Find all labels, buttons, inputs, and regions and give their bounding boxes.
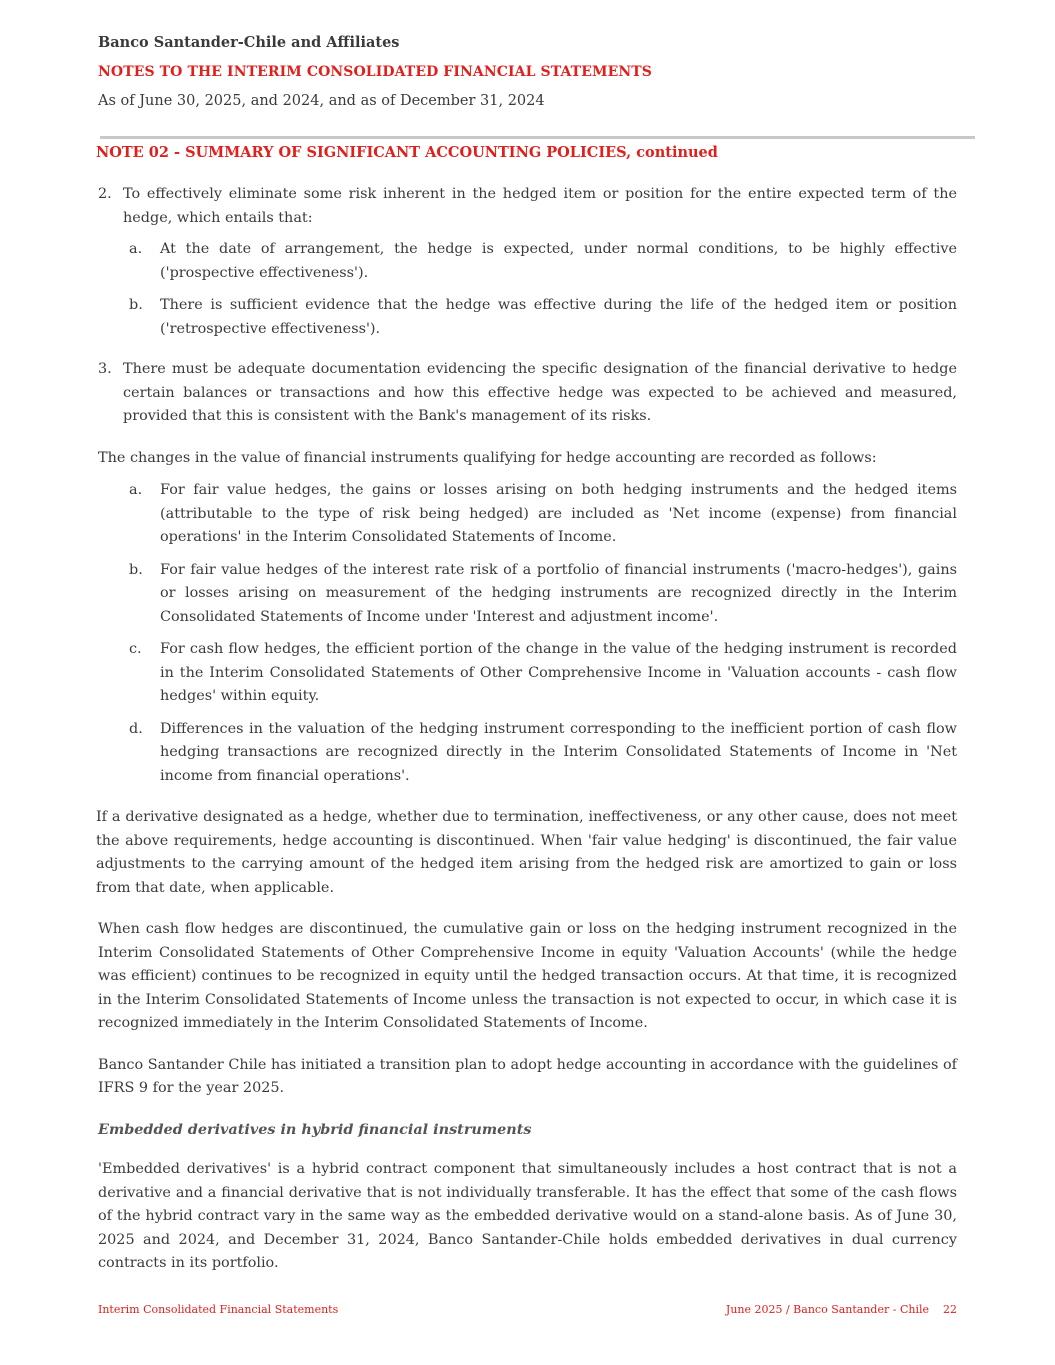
footer-right (726, 1303, 957, 1316)
paragraph-embedded: 'Embedded derivatives' is a hybrid contract component that simultaneously includes a host contract that is not a derivative and a financial derivative that is not individually transferable. It has the effect that some of the cash flows of the hybrid contract vary in the same way as the embedded derivative would on a stand-alone basis. As of June 30, 2025 and 2024, and December 31, 2024, Banco Santander-Chile holds embedded derivatives in dual currency contracts in its portfolio. (98, 1161, 957, 1271)
sub-item-a (98, 238, 957, 285)
item-number: 3. (98, 361, 112, 377)
change-item-c (98, 638, 957, 709)
item-letter: a. (129, 482, 143, 498)
item-letter: c. (129, 641, 142, 657)
item-text: There must be adequate documentation evidencing the specific designation of the financial derivative to hedge certain balances or transactions and how this effective hedge was expected to be achieved and measured, provided that this is consistent with the Bank's management of its risks. (123, 361, 957, 424)
notes-title: NOTES TO THE INTERIM CONSOLIDATED FINANCIAL STATEMENTS (98, 64, 652, 80)
list-item-2 (98, 183, 957, 230)
change-item-text: For fair value hedges, the gains or losses arising on both hedging instruments and the hedged items (attributable to the type of risk being hedged) are included as 'Net income (expense) from financial operations' in the Interim Consolidated Statements of Income. (160, 482, 957, 545)
change-item-d (98, 718, 957, 789)
sub-item-b (98, 294, 957, 341)
note-body (98, 183, 957, 1276)
change-item-a (98, 479, 957, 550)
change-item-b (98, 559, 957, 630)
paragraph-cash-flow: When cash flow hedges are discontinued, the cumulative gain or loss on the hedging instrument recognized in the Interim Consolidated Statements of Other Comprehensive Income in equity 'Valuation Accounts' (while the hedge was efficient) continues to be recognized in equity until the hedged transaction occurs. At that time, it is recognized in the Interim Consolidated Statements of Income unless the transaction is not expected to occur, in which case it is recognized immediately in the Interim Consolidated Statements of Income. (98, 921, 957, 1031)
company-name: Banco Santander-Chile and Affiliates (98, 34, 400, 51)
change-item-text: For cash flow hedges, the efficient portion of the change in the value of the hedging instrument is recorded in the Interim Consolidated Statements of Other Comprehensive Income in 'Valuation accounts - cash flow hedges' within equity. (160, 641, 957, 704)
note-title: NOTE 02 - SUMMARY OF SIGNIFICANT ACCOUNTING POLICIES, continued (96, 144, 718, 161)
page-number: 22 (943, 1303, 957, 1316)
list-item-3 (98, 358, 957, 429)
change-item-text: Differences in the valuation of the hedging instrument corresponding to the inefficient portion of cash flow hedging transactions are recognized directly in the Interim Consolidated Statements of Income in 'Net income from financial operations'. (160, 720, 957, 784)
paragraph-transition: Banco Santander Chile has initiated a transition plan to adopt hedge accounting in accordance with the guidelines of IFRS 9 for the year 2025. (98, 1056, 957, 1096)
item-letter: b. (129, 561, 143, 578)
paragraph-discontinued: If a derivative designated as a hedge, whether due to termination, ineffectiveness, or any other cause, does not meet the above requirements, hedge accounting is discontinued. When 'fair value hedging' is discontinued, the fair value adjustments to the carrying amount of the hedged item arising from the hedged risk are amortized to gain or loss from that date, when applicable. (96, 809, 957, 896)
sub-item-text: At the date of arrangement, the hedge is expected, under normal conditions, to be highly effective ('prospective effectiveness'). (160, 241, 957, 281)
date-line: As of June 30, 2025, and 2024, and as of December 31, 2024 (98, 93, 545, 109)
item-letter: d. (129, 720, 143, 737)
embedded-heading: Embedded derivatives in hybrid financial instruments (98, 1120, 532, 1138)
changes-intro: The changes in the value of financial instruments qualifying for hedge accounting are recorded as follows: (98, 449, 877, 466)
footer-title: Interim Consolidated Financial Statements (98, 1303, 339, 1316)
header-divider (100, 136, 975, 139)
change-item-text: For fair value hedges of the interest rate risk of a portfolio of financial instruments ('macro-hedges'), gains or losses arising on measurement of the hedging instruments are recognized directly in the Interim Consolidated Statements of Income under 'Interest and adjustment income'. (160, 561, 957, 625)
item-letter: a. (129, 241, 143, 257)
item-text: To effectively eliminate some risk inherent in the hedged item or position for the entire expected term of the hedge, which entails that: (123, 186, 957, 226)
footer-date-bank: June 2025 / Banco Santander - Chile (725, 1303, 929, 1316)
item-number: 2. (98, 186, 112, 202)
sub-item-text: There is sufficient evidence that the hedge was effective during the life of the hedged item or position ('retrospective effectiveness'). (160, 297, 957, 337)
item-letter: b. (129, 297, 143, 313)
